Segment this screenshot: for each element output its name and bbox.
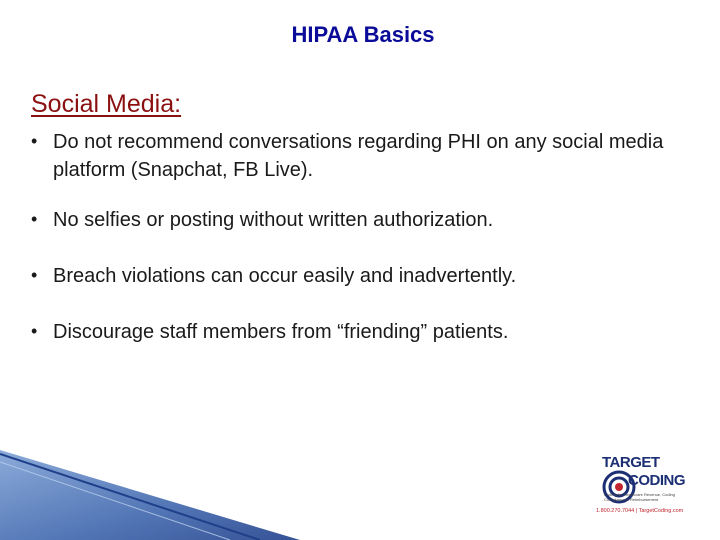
bullet-text: • Breach violations can occur easily and inadvertently. [53, 265, 517, 287]
bullet-item [31, 128, 691, 184]
bullet-text: • Do not recommend conversations regarding PHI on any social media platform (Snapchat, FB Live). [53, 131, 664, 181]
bullet-item [31, 318, 691, 346]
section-heading: Social Media: [31, 90, 182, 118]
logo-tagline: Coding for Healthcare Revenue, Coding Compliance & Reimbursement [604, 492, 675, 502]
bullet-text: • No selfies or posting without written authorization. [53, 209, 494, 231]
bullet-item [31, 206, 691, 234]
decorative-swoosh [0, 440, 300, 540]
bullet-list [31, 128, 691, 374]
bullet-item [31, 262, 691, 290]
logo-contact: 1.800.270.7044 | TargetCoding.com [596, 508, 684, 514]
slide-title: HIPAA Basics [291, 22, 435, 47]
logo-brand-bottom: CODING [628, 472, 685, 489]
target-coding-logo [590, 450, 710, 520]
logo-brand-top: TARGET [602, 454, 660, 471]
bullet-text: • Discourage staff members from “friending” patients. [53, 321, 509, 343]
